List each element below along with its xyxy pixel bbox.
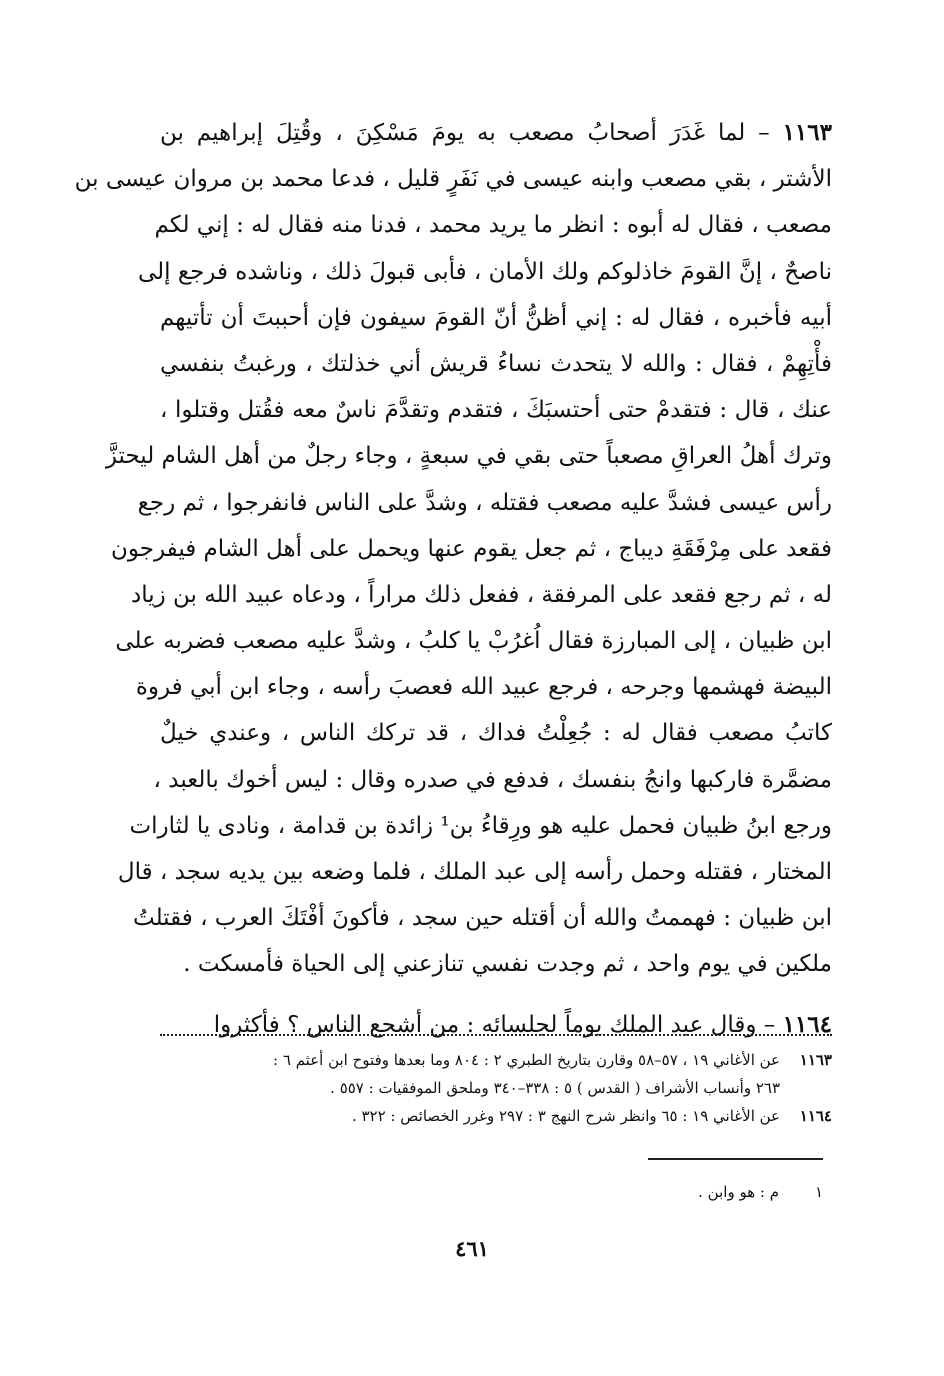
paragraph-1163-line: أبيه فأخبره ، فقال له : إني أظنُّ أنّ القومَ سيفون فإن أحببتَ أن تأتيهم (160, 304, 832, 331)
paragraph-1163-line: ملكين في يوم واحد ، ثم وجدت نفسي تنازعني إلى الحياة فأمسكت . (183, 951, 832, 978)
paragraph-1164-line (160, 1002, 832, 1048)
line-text: – وقال عبد الملك يوماً لجلسائه : من أشجع الناس ؟ فأكثروا (213, 1011, 776, 1038)
footnote-number: ١ (814, 1183, 823, 1201)
source-note-line: ٢٦٣ وأنساب الأشراف ( القدس ) ٥ : ٣٣٨–٣٤٠ وملحق الموفقيات : ٥٥٧ . (330, 1079, 780, 1097)
paragraph-1163-line: فقعد على مِرْفَقَةِ ديباج ، ثم جعل يقوم عنها ويحمل على أهل الشام فيفرجون (111, 535, 832, 562)
paragraph-1163-line: مصعب ، فقال له أبوه : انظر ما يريد محمد ، فدنا منه فقال له : إني لكم (154, 212, 832, 239)
paragraph-1163-line: المختار ، فقتله وحمل رأسه إلى عبد الملك ، فلما وضعه بين يديه سجد ، قال (117, 859, 832, 885)
paragraph-1163-line: ناصحٌ ، إنَّ القومَ خاذلوكم ولك الأمان ، فأبى قبولَ ذلك ، وناشده فرجع إلى (137, 258, 832, 285)
paragraph-1163-line: ابن ظبيان ، إلى المبارزة فقال اُغرُبْ يا كلبُ ، وشدَّ عليه مصعب فضربه على (115, 628, 832, 655)
paragraph-1163-line (160, 110, 832, 156)
paragraph-spacer (160, 988, 832, 1002)
paragraph-1163-line: وترك أهلُ العراقِ مصعباً حتى بقي في سبعةٍ ، وجاء رجلٌ من أهل الشام ليحتزَّ (105, 443, 832, 470)
footnote-text: م : هو وابن . (698, 1183, 779, 1201)
note-number: ١١٦٣ (799, 1051, 832, 1069)
source-note-line (160, 1102, 832, 1130)
paragraph-1163-line: الأشتر ، بقي مصعب وابنه عيسى في نَفَرٍ قليل ، فدعا محمد بن مروان عيسى بن (74, 166, 832, 193)
source-note-line (160, 1046, 832, 1074)
page-number: ٤٦١ (455, 1236, 489, 1261)
main-text (74, 110, 832, 1048)
paragraph-1163-line: عنك ، قال : فتقدمْ حتى أحتسبَكَ ، فتقدم وتقدَّمَ ناسٌ معه فقُتل وقتلوا ، (160, 397, 832, 424)
line-text: – لما غَدَرَ أصحابُ مصعب به يومَ مَسْكِنَ ، وقُتِلَ إبراهيم بن (160, 120, 770, 146)
paragraph-1163-line: رأس عيسى فشدَّ عليه مصعب فقتله ، وشدَّ على الناس فانفرجوا ، ثم رجع (137, 489, 832, 516)
paragraph-1163-line: مضمَّرة فاركبها وانجُ بنفسك ، فدفع في صدره وقال : ليس أخوك بالعبد ، (153, 766, 832, 793)
paragraph-1163-line: البيضة فهشمها وجرحه ، فرجع عبيد الله فعصبَ رأسه ، وجاء ابن أبي فروة (135, 674, 832, 701)
note-number: ١١٦٤ (799, 1107, 832, 1125)
dotted-separator (160, 1034, 832, 1036)
note-text: عن الأغاني ١٩ ، ٥٧–٥٨ وقارن بتاريخ الطبري ٢ : ٨٠٤ وما بعدها وفتوح ابن أعثم ٦ : (273, 1051, 780, 1069)
paragraph-1163-line: ابن ظبيان : فهممتُ والله أن أقتله حين سجد ، فأكونَ أفْتَكَ العرب ، فقتلتُ (132, 905, 832, 932)
paragraph-1163-line: كاتبُ مصعب فقال له : جُعِلْتُ فداك ، قد تركك الناس ، وعندي خيلٌ (160, 720, 832, 747)
note-text: عن الأغاني ١٩ : ٦٥ وانظر شرح النهج ٣ : ٢٩٧ وغرر الخصائص : ٣٢٢ . (351, 1107, 780, 1125)
paragraph-number: ١١٦٣ (782, 119, 832, 146)
paragraph-1163-line: له ، ثم رجع فقعد على المرفقة ، ففعل ذلك مراراً ، ودعاه عبيد الله بن زياد (130, 581, 832, 608)
paragraph-1163-line: فأْتِهِمْ ، فقال : والله لا يتحدث نساءُ قريش أني خذلتك ، ورغبتُ بنفسي (160, 350, 832, 377)
source-notes (160, 1046, 832, 1130)
footnote (500, 1180, 823, 1204)
paragraph-1163-line: ورجع ابنُ ظبيان فحمل عليه هو ورِقاءُ بن¹ زائدة بن قدامة ، ونادى يا لثارات (129, 812, 832, 839)
paragraph-number: ١١٦٤ (782, 1010, 832, 1038)
footnote-separator (648, 1158, 823, 1160)
